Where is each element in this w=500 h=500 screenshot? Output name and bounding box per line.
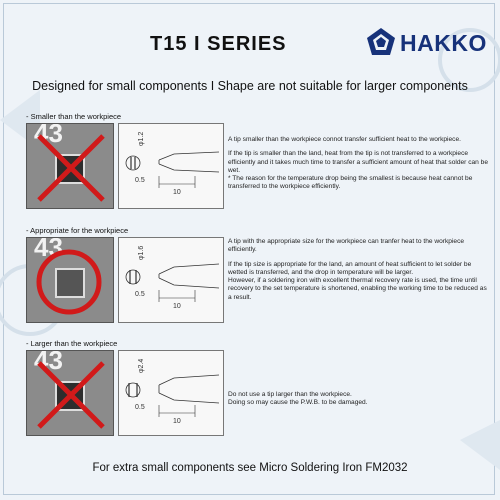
diameter-label: φ1.6 <box>138 245 145 260</box>
hakko-logo <box>365 26 487 62</box>
footer-note: For extra small components see Micro Soldering Iron FM2032 <box>92 462 408 474</box>
length-label: 10 <box>173 418 181 425</box>
photo-number: 43 <box>34 350 63 375</box>
tip-dimension-diagram <box>118 350 224 436</box>
width-label: 0.5 <box>135 291 145 298</box>
pentagon-logo-icon <box>365 26 397 58</box>
red-x-icon <box>27 124 114 209</box>
length-label: 10 <box>173 189 181 196</box>
tip-diagram-icon <box>119 351 225 437</box>
tip-diagram-icon <box>119 238 225 324</box>
tip-photo <box>26 237 114 323</box>
description-paragraph: If the tip is smaller than the land, heat from the tip is not transferred to a workpiece efficiently and it takes much time to transfer a sufficient amount of heat that solder can be wet. * The reason for the temperature drop being the smallest is because heat cannot be transferred to the workpiece efficiently. <box>228 150 488 191</box>
series-title: T15 I SERIES <box>150 33 287 55</box>
subtitle: Designed for small components I Shape are not suitable for larger components <box>32 79 468 93</box>
width-label: 0.5 <box>135 177 145 184</box>
brand-name: HAKKO <box>400 30 487 56</box>
section-description <box>228 238 490 308</box>
diameter-label: φ2.4 <box>138 358 145 373</box>
tip-photo <box>26 350 114 436</box>
section-smaller <box>26 112 486 224</box>
tip-photo <box>26 123 114 209</box>
description-paragraph: A tip smaller than the workpiece connot transfer sufficient heat to the workpiece. <box>228 136 461 143</box>
photo-number: 43 <box>34 237 63 262</box>
width-label: 0.5 <box>135 404 145 411</box>
section-label: - Larger than the workpiece <box>26 339 118 348</box>
tip-diagram-icon <box>119 124 225 210</box>
length-label: 10 <box>173 303 181 310</box>
header <box>0 0 500 70</box>
section-label: - Appropriate for the workpiece <box>26 226 129 235</box>
section-description <box>228 391 490 414</box>
diameter-label: φ1.2 <box>138 131 145 146</box>
section-appropriate <box>26 226 486 338</box>
tip-dimension-diagram <box>118 237 224 323</box>
tip-dimension-diagram <box>118 123 224 209</box>
description-paragraph: If the tip size is appropriate for the land, an amount of heat sufficient to let solder be wetted is transferred, and the drop in temperature will be larger. However, if a soldering iron with excellent thermal recovery rate is used, the time until recovery to the set temperature is shortened, enabling the working time to be reduced as a result. <box>228 260 487 301</box>
red-circle-icon <box>27 238 114 323</box>
description-paragraph: A tip with the appropriate size for the workpiece can tranfer heat to the workpiece efficiently. <box>228 238 465 254</box>
section-larger <box>26 339 486 451</box>
section-label: - Smaller than the workpiece <box>26 112 122 121</box>
photo-number: 43 <box>34 123 63 148</box>
section-description <box>228 136 490 198</box>
red-x-icon <box>27 351 114 436</box>
description-paragraph: Do not use a tip larger than the workpiece. Doing so may cause the P.W.B. to be damaged. <box>228 391 368 407</box>
